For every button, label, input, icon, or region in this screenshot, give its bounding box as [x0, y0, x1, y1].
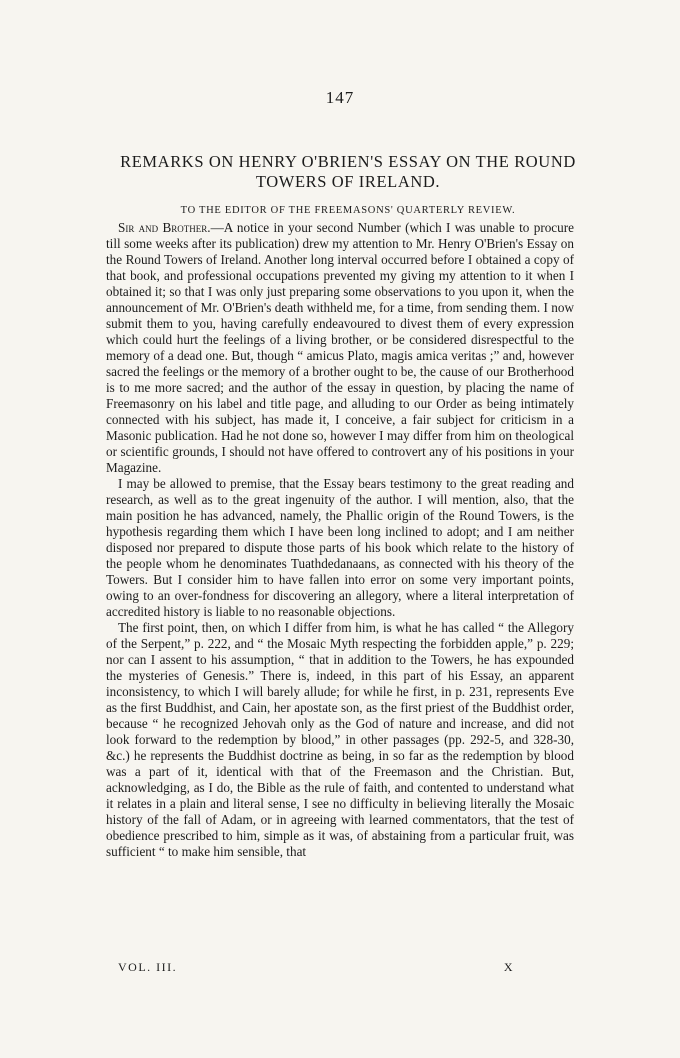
- salutation: Sir and Brother.: [118, 220, 211, 235]
- signature-mark: X: [503, 960, 514, 974]
- article-subtitle: TO THE EDITOR OF THE FREEMASONS' QUARTERLY REVIEW.: [180, 205, 516, 216]
- page-number: 147: [325, 88, 355, 107]
- paragraph-1: [106, 220, 574, 476]
- article-body: [106, 220, 574, 860]
- paragraph-1-text: —A notice in your second Number (which I was unable to procure till some weeks after its publication) drew my attention to Mr. Henry O'Brien's Essay on the Round Towers of Ireland. Another long interval occurred before I obtained a copy of that book, and professional occupations prevented my giving my attention to it when I obtained it; so that I was only just preparing some observations to you upon it, when the announcement of Mr. O'Brien's death withheld me, for a time, from sending them. I now submit them to you, having carefully endeavoured to divest them of every expression which could hurt the feelings of a living brother, or be considered disrespectful to the memory of a dead one. But, though “ amicus Plato, magis amica veritas ;” and, however sacred the feelings or the memory of a brother ought to be, the cause of our Brotherhood is to me more sacred; and the author of the essay in question, by placing the name of Freemasonry on his label and title page, and alluding to our Order as being intimately connected with his subject, has made it, I conceive, a fair subject for criticism in a Masonic publication. Had he not done so, however I may differ from him on theological or scientific grounds, I should not have offered to controvert any of his positions in your Magazine.: [106, 220, 574, 475]
- paragraph-2: I may be allowed to premise, that the Essay bears testimony to the great reading and research, as well as to the great ingenuity of the author. I will mention, also, that the main position he has advanced, namely, the Phallic origin of the Round Towers, is the hypothesis regarding them which I have been long inclined to adopt; and I am neither disposed nor prepared to dispute those parts of his book which relate to the history of the people whom he denominates Tuathdedanaans, as connected with his theory of the Towers. But I consider him to have fallen into error on some very important points, owing to an over-fondness for discovering an allegory, where a literal interpretation of accredited history is liable to no reasonable objections.: [106, 476, 574, 619]
- article-title: REMARKS ON HENRY O'BRIEN'S ESSAY ON THE ROUND TOWERS OF IRELAND.: [120, 152, 576, 191]
- paragraph-3: The first point, then, on which I differ from him, is what he has called “ the Allegory of the Serpent,” p. 222, and “ the Mosaic Myth respecting the forbidden apple,” p. 229; nor can I assent to his assumption, “ that in addition to the Towers, he has expounded the mysteries of Genesis.” There is, indeed, in this part of his Essay, an apparent inconsistency, to which I will barely allude; for while he first, in p. 231, represents Eve as the first Buddhist, and Cain, her apostate son, as the first priest of the Buddhist order, because “ he recognized Jehovah only as the God of nature and increase, and did not look forward to the redemption by blood,” in other passages (pp. 292-5, and 328-30, &c.) he represents the Buddhist doctrine as being, in so far as the redemption by blood was a part of it, identical with that of the Freemason and the Christian. But, acknowledging, as I do, the Bible as the rule of faith, and contented to understand what it relates in a plain and literal sense, I see no difficulty in believing literally the Mosaic history of the fall of Adam, or in agreeing with learned commentators, that the test of obedience prescribed to him, simple as it was, of abstaining from a particular fruit, was sufficient “ to make him sensible, that: [106, 620, 574, 859]
- volume-label: VOL. III.: [118, 960, 178, 974]
- page-footer: [118, 960, 514, 975]
